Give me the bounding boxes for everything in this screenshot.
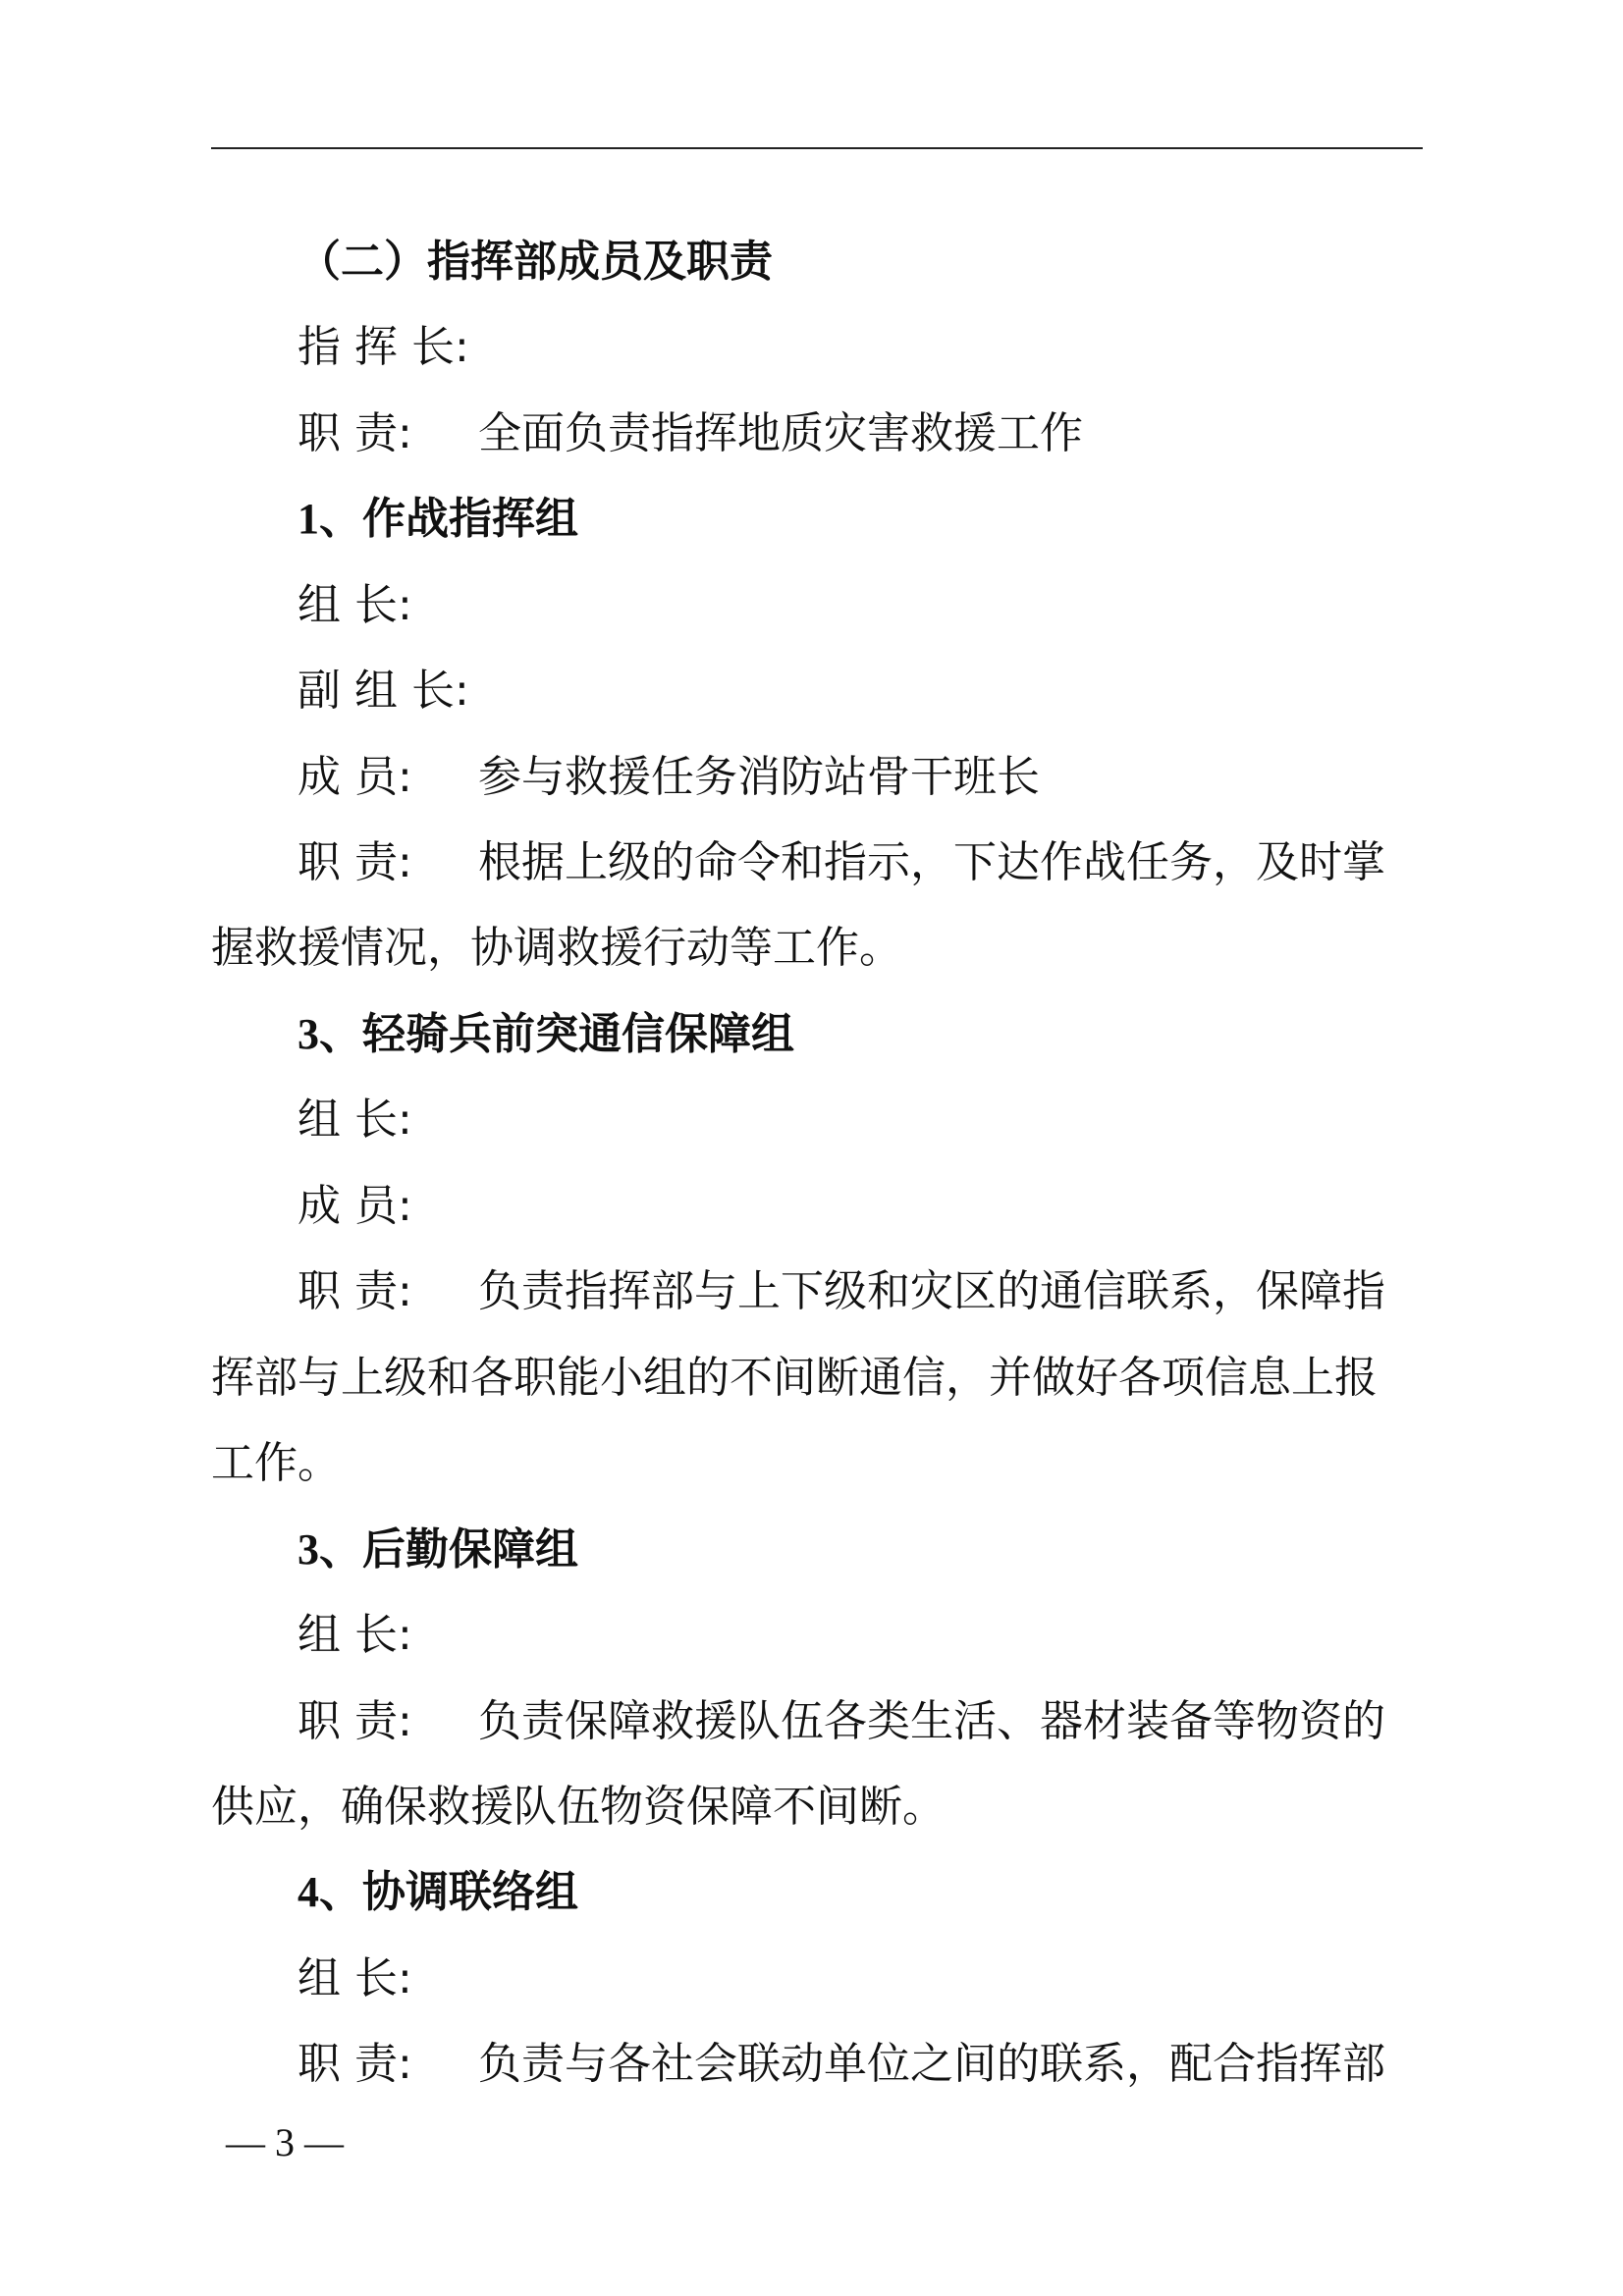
duty-label: 职 责: bbox=[298, 837, 412, 887]
duty-text: 根据上级的命令和指示，下达作战任务，及时掌 bbox=[478, 837, 1385, 887]
group-heading: 4、协调联络组 bbox=[298, 1867, 578, 1917]
duty-line bbox=[298, 833, 1385, 892]
deputy-line: 副 组 长: bbox=[298, 666, 469, 716]
duty-text: 负责保障救援队伍各类生活、器材装备等物资的 bbox=[478, 1696, 1385, 1746]
duty-continuation: 供应，确保救援队伍物资保障不间断。 bbox=[211, 1782, 946, 1832]
leader-line: 组 长: bbox=[298, 1953, 412, 2003]
members-text: 参与救援任务消防站骨干班长 bbox=[478, 752, 1040, 802]
leader-line: 组 长: bbox=[298, 580, 412, 630]
duty-text: 全面负责指挥地质灾害救援工作 bbox=[478, 408, 1083, 458]
members-line bbox=[298, 748, 1040, 807]
group-heading: 3、后勤保障组 bbox=[298, 1524, 578, 1575]
commander-line: 指 挥 长: bbox=[298, 322, 469, 372]
group-heading: 1、作战指挥组 bbox=[298, 494, 578, 544]
duty-continuation: 挥部与上级和各职能小组的不间断通信，并做好各项信息上报 bbox=[211, 1353, 1378, 1403]
members-label: 成 员: bbox=[298, 752, 412, 802]
duty-continuation: 握救援情况，协调救援行动等工作。 bbox=[211, 923, 902, 973]
section-title: （二）指挥部成员及职责 bbox=[298, 237, 773, 287]
duty-line bbox=[298, 1692, 1385, 1751]
duty-continuation: 工作。 bbox=[211, 1438, 341, 1488]
duty-text: 负责指挥部与上下级和灾区的通信联系，保障指 bbox=[478, 1266, 1385, 1316]
commander-duty-line bbox=[298, 404, 1083, 463]
page-number: — 3 — bbox=[226, 2120, 344, 2164]
duty-text: 负责与各社会联动单位之间的联系，配合指挥部 bbox=[478, 2039, 1385, 2089]
duty-label: 职 责: bbox=[298, 2039, 412, 2089]
group-heading: 3、轻骑兵前突通信保障组 bbox=[298, 1009, 794, 1059]
leader-line: 组 长: bbox=[298, 1095, 412, 1145]
members-line: 成 员: bbox=[298, 1181, 412, 1231]
duty-line bbox=[298, 1262, 1385, 1321]
duty-line bbox=[298, 2035, 1385, 2094]
duty-label: 职 责: bbox=[298, 1696, 412, 1746]
duty-label: 职 责: bbox=[298, 1266, 412, 1316]
duty-label: 职 责: bbox=[298, 408, 412, 458]
leader-line: 组 长: bbox=[298, 1610, 412, 1660]
